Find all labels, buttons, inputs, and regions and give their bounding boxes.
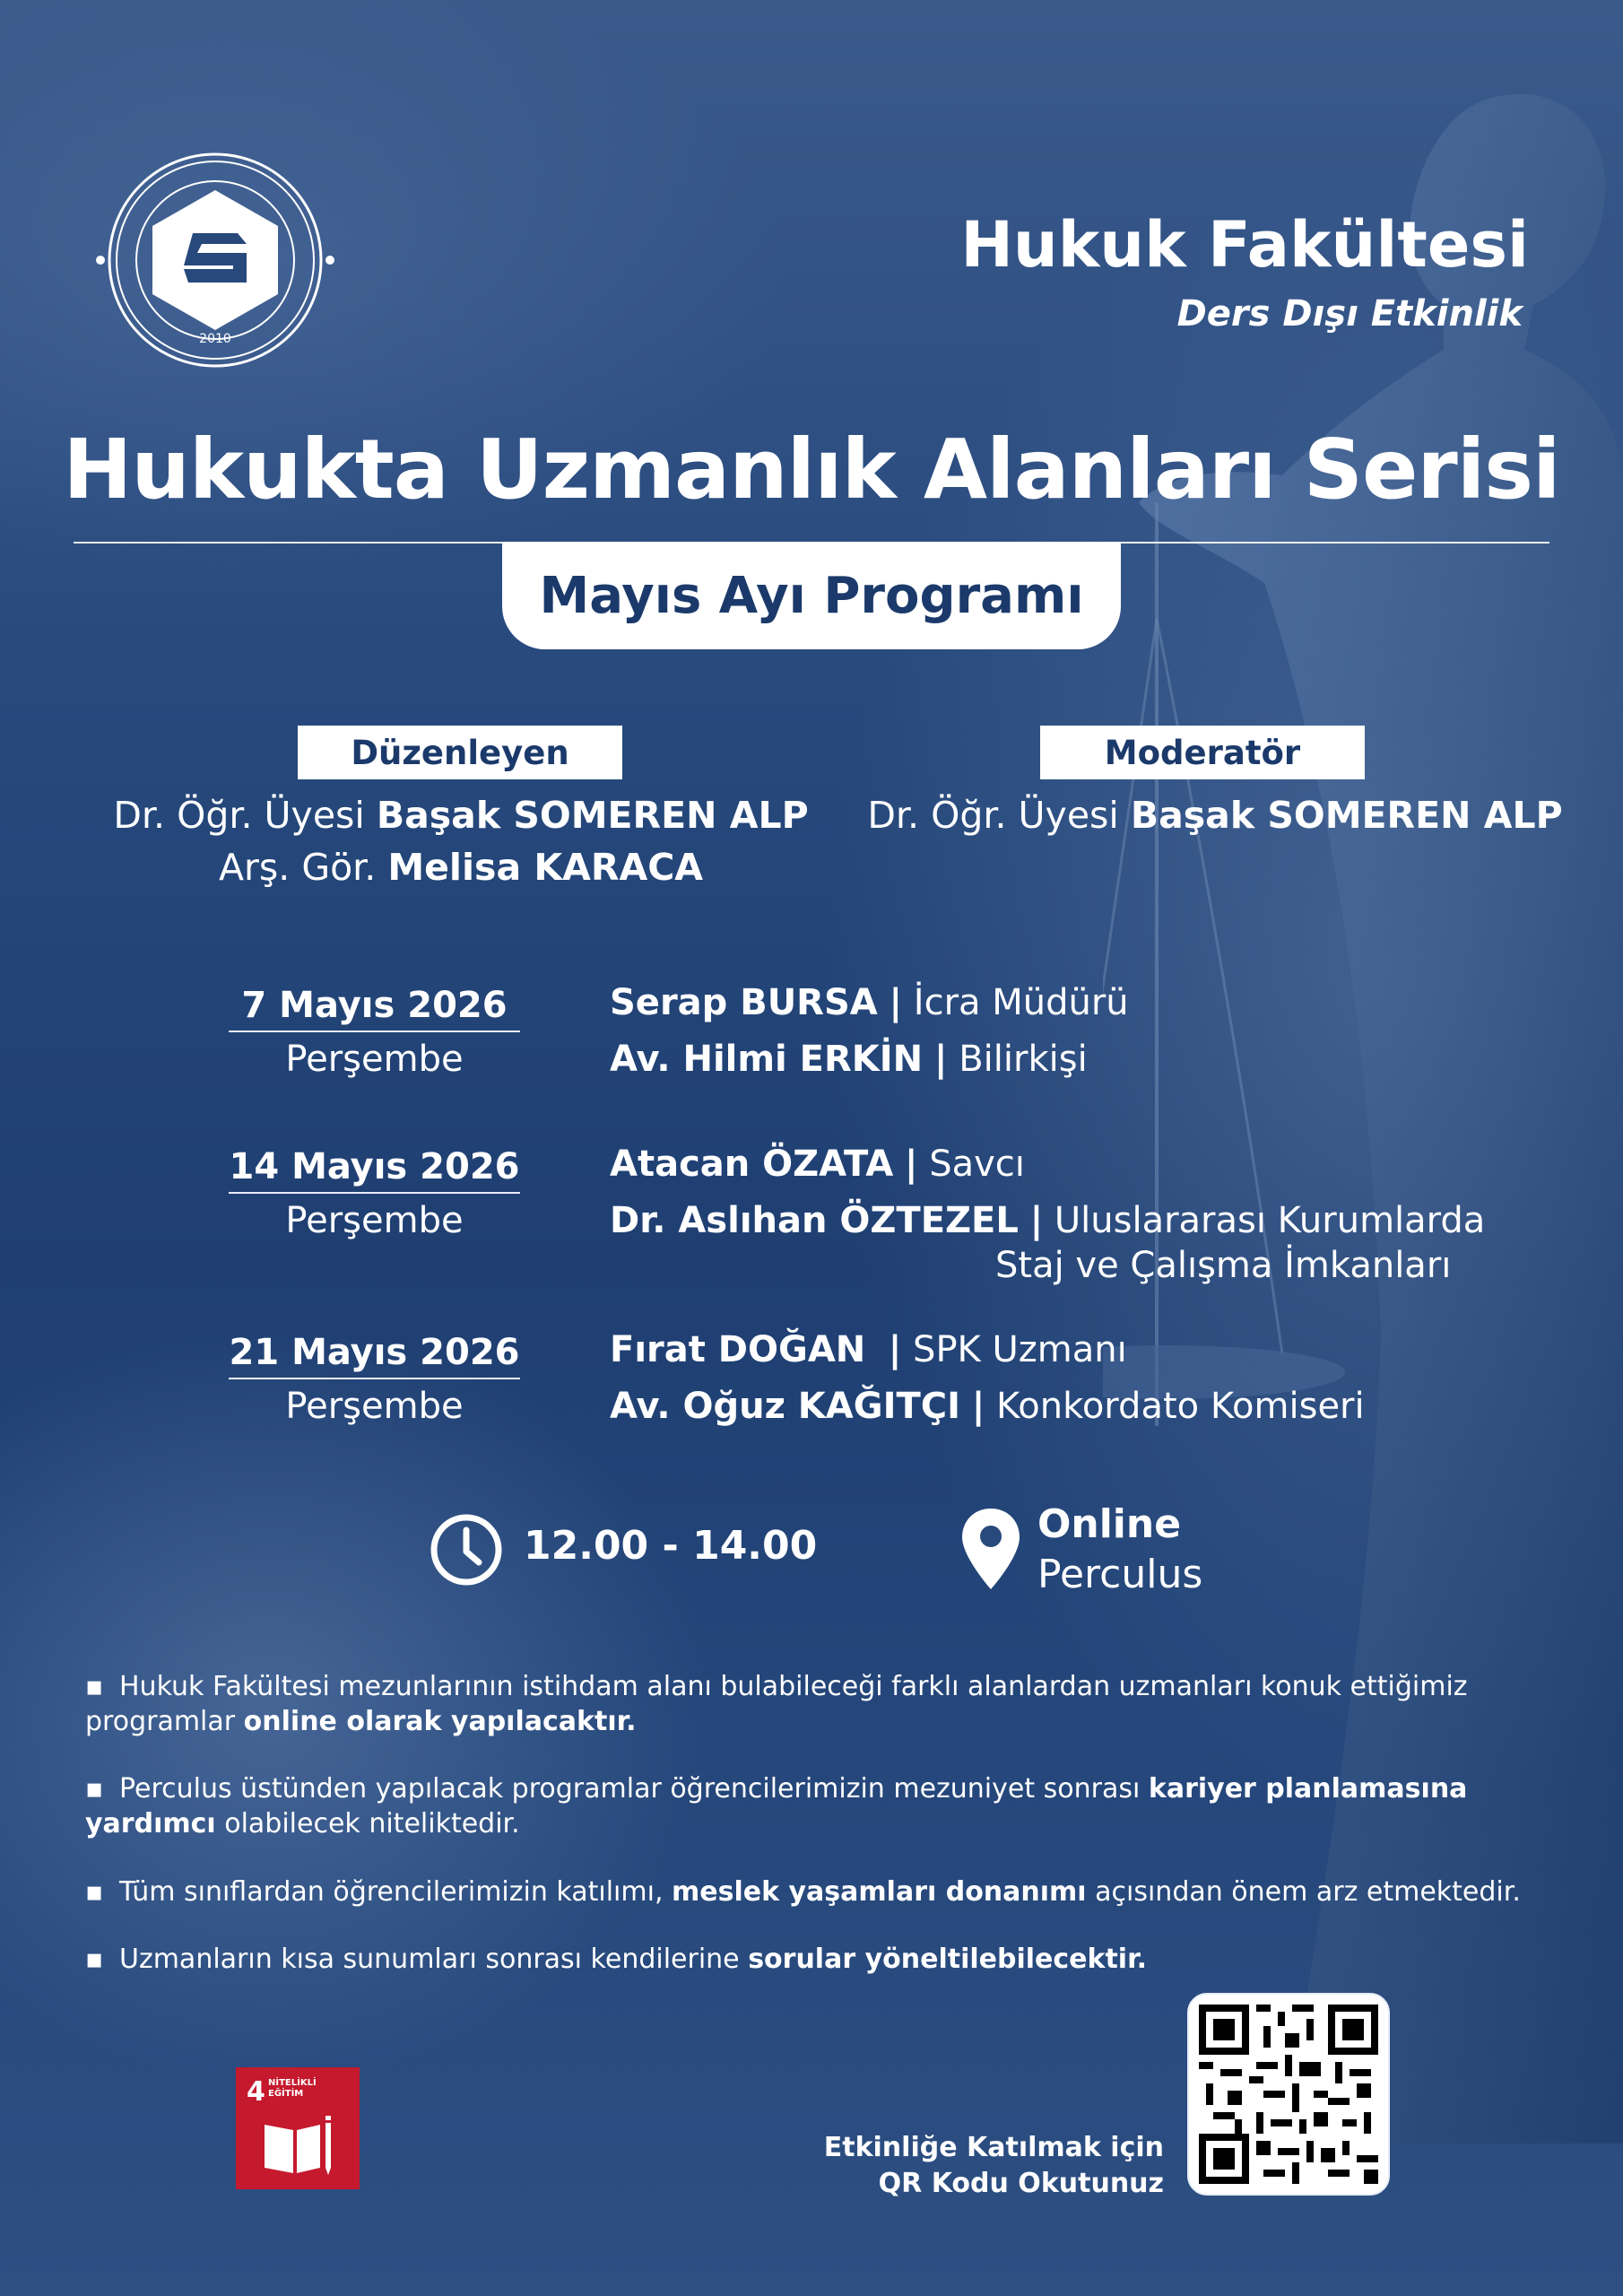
qr-code-frame[interactable] — [1187, 1993, 1390, 2196]
moderator-label: Moderatör — [1040, 726, 1365, 779]
book-icon — [261, 2114, 334, 2177]
organizer-2: Arş. Gör. Melisa KARACA — [218, 846, 704, 889]
location-type: Online — [1037, 1501, 1182, 1547]
info-bullet-1: ▪ Hukuk Fakültesi mezunlarının istihdam alanı bulabileceği farklı alanlardan uzmanları konuk ettiğimiz programlar online olarak yapılacaktır. — [85, 1671, 1468, 1737]
organizers-label: Düzenleyen — [298, 726, 622, 779]
info-bullet-4: ▪ Uzmanların kısa sunumları sonrası kendilerine sorular yöneltilebilecektir. — [85, 1944, 1147, 1975]
info-bullet-2: ▪ Perculus üstünden yapılacak programlar öğrencilerimizin mezuniyet sonrası kariyer planlamasına yardımcı olabilecek niteliktedir. — [85, 1773, 1468, 1839]
event-title: Hukukta Uzmanlık Alanları Serisi — [63, 422, 1560, 517]
qr-caption: Etkinliğe Katılmak için QR Kodu Okutunuz — [823, 2132, 1164, 2199]
university-logo — [90, 135, 341, 386]
session-3-date: 21 Mayıs 2026 Perşembe — [229, 1332, 520, 1427]
location-platform: Perculus — [1037, 1552, 1203, 1597]
session-2-speaker-2: Dr. Aslıhan ÖZTEZEL | Uluslararası Kurumlarda — [610, 1200, 1486, 1241]
session-3-speaker-2: Av. Oğuz KAĞITÇI | Konkordato Komiseri — [610, 1386, 1365, 1427]
session-1-speaker-2: Av. Hilmi ERKİN | Bilirkişi — [610, 1039, 1088, 1080]
info-bullet-3: ▪ Tüm sınıflardan öğrencilerimizin katılımı, meslek yaşamları donanımı açısından önem arz etmektedir. — [85, 1876, 1521, 1908]
sdg-title-line1: NİTELİKLİ — [268, 2078, 317, 2088]
clock-icon — [429, 1512, 504, 1587]
program-month-badge: Mayıs Ayı Programı — [502, 542, 1121, 649]
session-2-speaker-1: Atacan ÖZATA | Savcı — [610, 1144, 1025, 1185]
qr-code[interactable] — [1199, 2005, 1378, 2184]
sdg-number: 4 — [247, 2076, 265, 2108]
session-2-speaker-2-role-cont: Staj ve Çalışma İmkanları — [995, 1245, 1452, 1286]
logo-year: 2010 — [199, 332, 231, 346]
session-3-speaker-1: Fırat DOĞAN | SPK Uzmanı — [610, 1329, 1127, 1370]
session-2-date: 14 Mayıs 2026 Perşembe — [229, 1146, 520, 1241]
organizer-1: Dr. Öğr. Üyesi Başak SOMEREN ALP — [113, 794, 809, 837]
session-1-speaker-1: Serap BURSA | İcra Müdürü — [610, 982, 1129, 1023]
faculty-name: Hukuk Fakültesi — [960, 208, 1529, 282]
sdg-title-line2: EĞİTİM — [268, 2089, 304, 2099]
event-time: 12.00 - 14.00 — [524, 1523, 818, 1569]
location-pin-icon — [959, 1507, 1022, 1592]
activity-type: Ders Dışı Etkinlik — [1176, 293, 1523, 335]
moderator-1: Dr. Öğr. Üyesi Başak SOMEREN ALP — [867, 794, 1563, 837]
organizers-list — [0, 789, 922, 893]
sdg-quality-education-badge — [236, 2067, 360, 2189]
session-1-date: 7 Mayıs 2026 Perşembe — [229, 980, 520, 1086]
moderator-list — [834, 789, 1596, 841]
